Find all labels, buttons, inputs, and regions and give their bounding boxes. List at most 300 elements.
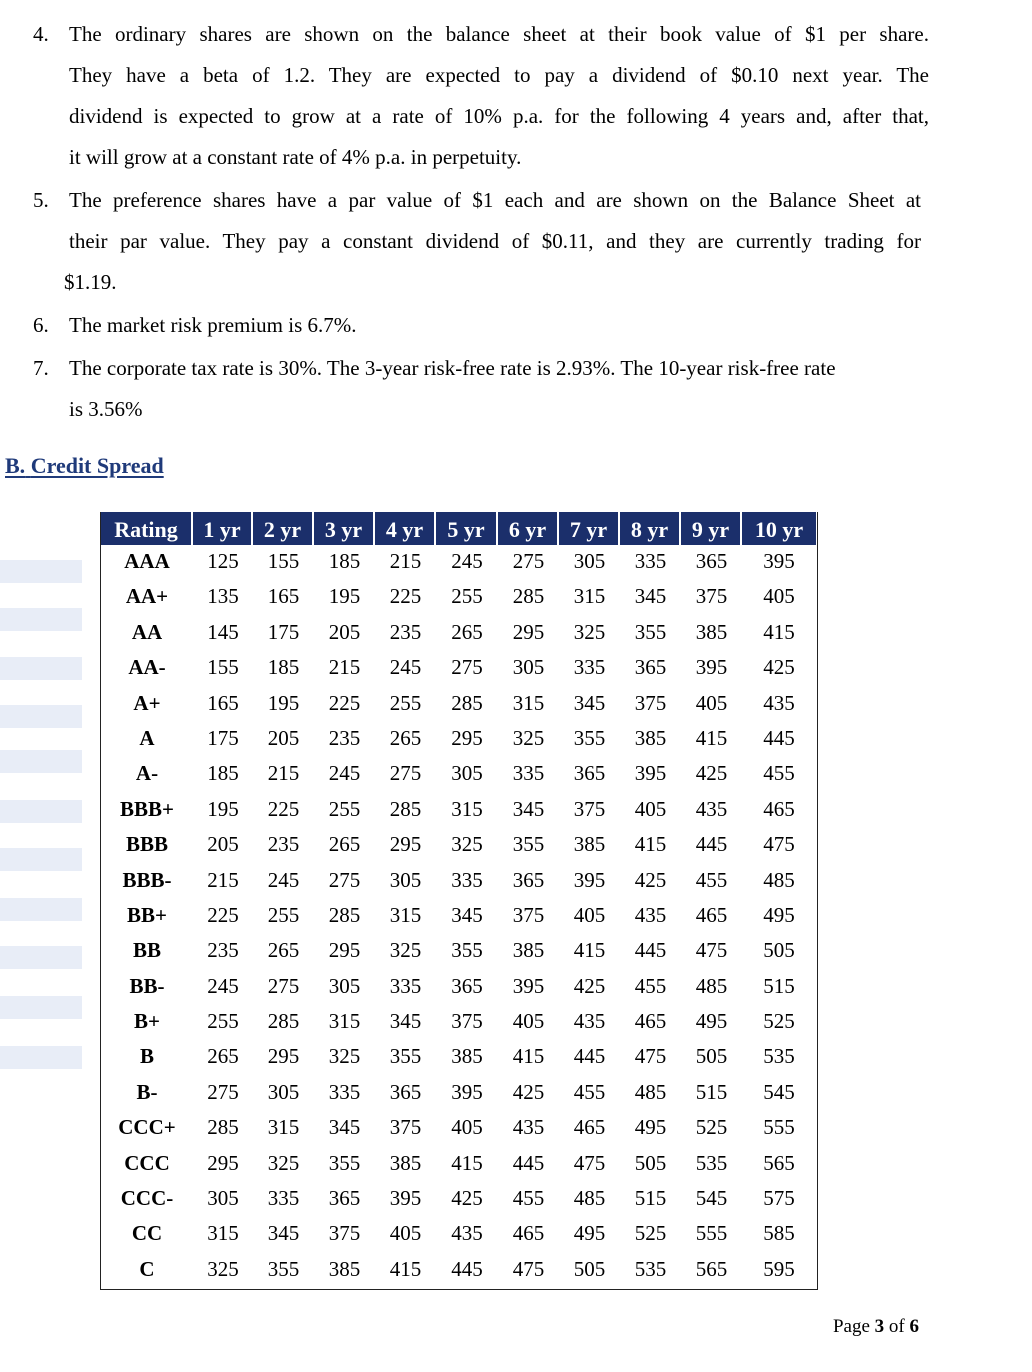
- spread-cell: 485: [573, 1186, 606, 1211]
- shade-bar: [0, 1046, 82, 1069]
- spread-cell: 385: [451, 1044, 483, 1069]
- spread-cell: 525: [634, 1221, 667, 1246]
- spread-cell: 195: [267, 690, 300, 715]
- shade-bar: [0, 800, 82, 823]
- list-item-4: [0, 14, 1032, 178]
- header-cell: 8 yr: [620, 512, 681, 545]
- spread-cell: 415: [695, 725, 728, 750]
- header-cell: 9 yr: [681, 512, 742, 545]
- spread-cell: 395: [695, 655, 728, 680]
- rating-cell: AA: [131, 619, 163, 644]
- spread-cell: 395: [573, 867, 606, 892]
- table-row: [101, 757, 816, 792]
- header-cell: 5 yr: [436, 512, 498, 545]
- spread-cell: 425: [695, 761, 728, 786]
- text-line: The preference shares have a par value of $1 each and are shown on the Balance Sheet at: [69, 188, 921, 212]
- text-line: The corporate tax rate is 30%. The 3-year risk-free rate is 2.93%. The 10-year risk-free rate: [69, 356, 836, 380]
- rating-cell: A+: [133, 690, 161, 715]
- spread-cell: 505: [634, 1150, 667, 1175]
- table-row: [101, 651, 816, 686]
- spread-cell: 185: [207, 761, 239, 786]
- spread-cell: 225: [328, 690, 361, 715]
- spread-cell: 235: [389, 619, 422, 644]
- spread-cell: 365: [328, 1186, 361, 1211]
- spread-cell: 255: [389, 690, 422, 715]
- spread-cell: 375: [389, 1115, 422, 1140]
- spread-cell: 345: [328, 1115, 361, 1140]
- spread-cell: 375: [451, 1009, 483, 1034]
- spread-cell: 515: [763, 973, 795, 998]
- spread-cell: 285: [207, 1115, 239, 1140]
- spread-cell: 185: [267, 655, 300, 680]
- spread-cell: 205: [267, 725, 300, 750]
- spread-cell: 335: [573, 655, 606, 680]
- spread-cell: 425: [634, 867, 667, 892]
- rating-cell: A: [139, 725, 155, 750]
- spread-cell: 335: [267, 1186, 300, 1211]
- list-item-7: [0, 348, 1032, 430]
- spread-cell: 215: [328, 655, 361, 680]
- list-text: [64, 180, 929, 303]
- spread-cell: 285: [451, 690, 483, 715]
- spread-cell: 455: [512, 1186, 545, 1211]
- spread-cell: 225: [207, 902, 239, 927]
- spread-cell: 525: [695, 1115, 728, 1140]
- list-text: [69, 348, 929, 430]
- spread-cell: 155: [267, 549, 300, 573]
- page-footer: [833, 1316, 919, 1338]
- spread-cell: 435: [763, 690, 795, 715]
- spread-cell: 235: [267, 832, 300, 857]
- spread-cell: 565: [763, 1150, 795, 1175]
- spread-cell: 495: [573, 1221, 606, 1246]
- section-title: Credit Spread: [30, 453, 164, 478]
- header-cell: Rating: [101, 512, 193, 545]
- spread-cell: 535: [763, 1044, 795, 1069]
- rating-cell: B+: [134, 1009, 160, 1034]
- spread-cell: 225: [389, 584, 422, 609]
- shade-bar: [0, 750, 82, 773]
- spread-cell: 575: [763, 1186, 795, 1211]
- spread-cell: 385: [512, 938, 545, 963]
- spread-cell: 295: [389, 832, 422, 857]
- spread-cell: 465: [695, 902, 728, 927]
- spread-cell: 515: [695, 1079, 728, 1104]
- table-row: [101, 828, 816, 863]
- spread-cell: 385: [695, 619, 728, 644]
- spread-cell: 255: [207, 1009, 239, 1034]
- spread-cell: 325: [451, 832, 483, 857]
- spread-cell: 335: [512, 761, 545, 786]
- spread-cell: 365: [634, 655, 667, 680]
- spread-cell: 325: [573, 619, 606, 644]
- table-row: [101, 1040, 816, 1075]
- rating-cell: CCC+: [118, 1115, 176, 1140]
- table-body: [101, 545, 816, 1288]
- spread-cell: 205: [328, 619, 361, 644]
- spread-cell: 135: [207, 584, 239, 609]
- spread-cell: 225: [267, 796, 300, 821]
- rating-cell: CC: [131, 1221, 163, 1246]
- rating-cell: BBB-: [122, 867, 172, 892]
- spread-cell: 275: [512, 549, 545, 573]
- spread-cell: 395: [634, 761, 667, 786]
- list-item-5: [0, 180, 1032, 303]
- spread-cell: 275: [451, 655, 483, 680]
- table-row: [101, 1111, 816, 1146]
- spread-cell: 245: [267, 867, 300, 892]
- table-row: [101, 1076, 816, 1111]
- spread-cell: 205: [207, 832, 239, 857]
- spread-cell: 295: [267, 1044, 300, 1069]
- header-cell: 2 yr: [253, 512, 314, 545]
- list-number: 7.: [33, 356, 49, 380]
- spread-cell: 375: [634, 690, 667, 715]
- spread-cell: 335: [328, 1079, 361, 1104]
- spread-cell: 145: [207, 619, 239, 644]
- spread-cell: 295: [207, 1150, 239, 1175]
- spread-cell: 285: [328, 902, 361, 927]
- spread-cell: 385: [389, 1150, 422, 1175]
- spread-cell: 345: [451, 902, 483, 927]
- spread-cell: 275: [389, 761, 422, 786]
- table-row: [101, 899, 816, 934]
- shade-bar: [0, 996, 82, 1019]
- table-row: [101, 687, 816, 722]
- spread-cell: 505: [695, 1044, 728, 1069]
- spread-cell: 365: [451, 973, 483, 998]
- spread-cell: 565: [695, 1256, 728, 1281]
- rating-cell: AA-: [128, 655, 166, 680]
- table-row: [101, 1005, 816, 1040]
- spread-cell: 495: [634, 1115, 667, 1140]
- spread-cell: 465: [512, 1221, 545, 1246]
- spread-cell: 375: [573, 796, 606, 821]
- spread-cell: 415: [512, 1044, 545, 1069]
- spread-cell: 395: [512, 973, 545, 998]
- spread-cell: 385: [573, 832, 606, 857]
- spread-cell: 555: [695, 1221, 728, 1246]
- spread-cell: 215: [267, 761, 300, 786]
- spread-cell: 295: [328, 938, 361, 963]
- page-label: Page: [832, 1316, 870, 1337]
- spread-cell: 275: [207, 1079, 239, 1104]
- spread-cell: 285: [389, 796, 422, 821]
- spread-cell: 385: [634, 725, 667, 750]
- rating-cell: B: [139, 1044, 154, 1069]
- spread-cell: 445: [451, 1256, 483, 1281]
- spread-cell: 455: [763, 761, 795, 786]
- table-row: [101, 970, 816, 1005]
- list-item-6: [0, 305, 1032, 346]
- spread-cell: 315: [207, 1221, 239, 1246]
- shade-bar: [0, 608, 82, 631]
- spread-cell: 425: [451, 1186, 483, 1211]
- spread-cell: 175: [267, 619, 300, 644]
- spread-cell: 365: [389, 1079, 422, 1104]
- header-cell: 3 yr: [314, 512, 375, 545]
- spread-cell: 345: [512, 796, 545, 821]
- header-cell: 6 yr: [498, 512, 559, 545]
- spread-cell: 335: [451, 867, 483, 892]
- spread-cell: 315: [389, 902, 422, 927]
- table-row: [101, 616, 816, 651]
- spread-cell: 235: [207, 938, 239, 963]
- table-row: [101, 793, 816, 828]
- spread-cell: 215: [389, 549, 422, 573]
- spread-cell: 405: [512, 1009, 545, 1034]
- section-letter: B.: [5, 453, 26, 478]
- spread-cell: 405: [763, 584, 795, 609]
- spread-cell: 315: [573, 584, 606, 609]
- spread-cell: 485: [634, 1079, 667, 1104]
- spread-cell: 235: [328, 725, 361, 750]
- list-text: [69, 305, 929, 346]
- spread-cell: 375: [512, 902, 545, 927]
- spread-cell: 355: [512, 832, 545, 857]
- spread-cell: 525: [763, 1009, 795, 1034]
- rating-cell: C: [139, 1256, 155, 1281]
- spread-cell: 485: [763, 867, 795, 892]
- spread-cell: 335: [634, 549, 667, 573]
- spread-cell: 455: [695, 867, 728, 892]
- rating-cell: AA+: [125, 584, 169, 609]
- spread-cell: 165: [267, 584, 300, 609]
- list-number: 4.: [33, 22, 49, 46]
- rating-cell: A-: [135, 761, 159, 786]
- spread-cell: 295: [512, 619, 545, 644]
- spread-cell: 125: [207, 549, 239, 573]
- spread-cell: 415: [389, 1256, 422, 1281]
- spread-cell: 545: [763, 1079, 795, 1104]
- spread-cell: 495: [763, 902, 795, 927]
- table-row: [101, 1253, 816, 1288]
- spread-cell: 345: [267, 1221, 300, 1246]
- spread-cell: 445: [573, 1044, 606, 1069]
- spread-cell: 455: [573, 1079, 606, 1104]
- spread-cell: 415: [573, 938, 606, 963]
- spread-cell: 305: [512, 655, 545, 680]
- spread-cell: 195: [328, 584, 361, 609]
- spread-cell: 245: [207, 973, 239, 998]
- rating-cell: BB+: [127, 902, 167, 927]
- text-line: is 3.56%: [69, 397, 143, 421]
- spread-cell: 315: [328, 1009, 361, 1034]
- spread-cell: 415: [763, 619, 795, 644]
- spread-cell: 315: [451, 796, 483, 821]
- spread-cell: 365: [573, 761, 606, 786]
- table-row: [101, 1147, 816, 1182]
- spread-cell: 345: [389, 1009, 422, 1034]
- rating-cell: CCC: [124, 1150, 170, 1175]
- spread-cell: 485: [695, 973, 728, 998]
- spread-cell: 425: [763, 655, 795, 680]
- spread-cell: 445: [763, 725, 795, 750]
- rating-cell: BB-: [129, 973, 165, 998]
- spread-cell: 315: [512, 690, 545, 715]
- spread-cell: 265: [328, 832, 361, 857]
- spread-cell: 255: [267, 902, 300, 927]
- spread-cell: 315: [267, 1115, 300, 1140]
- header-cell: 7 yr: [559, 512, 620, 545]
- text-line: The ordinary shares are shown on the balance sheet at their book value of $1 per share.: [69, 22, 929, 46]
- table-row: [101, 722, 816, 757]
- header-cell: 4 yr: [375, 512, 436, 545]
- spread-cell: 375: [695, 584, 728, 609]
- table-row: [101, 580, 816, 615]
- spread-cell: 395: [763, 549, 795, 573]
- spread-cell: 425: [512, 1079, 545, 1104]
- section-heading: [5, 453, 164, 479]
- spread-cell: 355: [451, 938, 483, 963]
- spread-cell: 495: [695, 1009, 728, 1034]
- spread-cell: 345: [573, 690, 606, 715]
- spread-cell: 325: [328, 1044, 361, 1069]
- spread-cell: 505: [763, 938, 795, 963]
- text-line: The market risk premium is 6.7%.: [69, 313, 357, 337]
- spread-cell: 475: [573, 1150, 606, 1175]
- shade-bar: [0, 560, 82, 583]
- spread-cell: 355: [573, 725, 606, 750]
- shade-bar: [0, 946, 82, 969]
- header-cell: 1 yr: [193, 512, 253, 545]
- table-row: [101, 934, 816, 969]
- spread-cell: 265: [451, 619, 483, 644]
- spread-cell: 475: [512, 1256, 545, 1281]
- spread-cell: 435: [512, 1115, 545, 1140]
- rating-cell: AAA: [124, 549, 170, 573]
- spread-cell: 395: [451, 1079, 483, 1104]
- spread-cell: 265: [267, 938, 300, 963]
- spread-cell: 445: [695, 832, 728, 857]
- rating-cell: BB: [132, 938, 161, 963]
- table-header-row: [101, 512, 816, 545]
- spread-cell: 405: [389, 1221, 422, 1246]
- spread-cell: 545: [695, 1186, 728, 1211]
- spread-cell: 355: [267, 1256, 300, 1281]
- spread-cell: 435: [634, 902, 667, 927]
- spread-cell: 475: [695, 938, 728, 963]
- spread-cell: 365: [512, 867, 545, 892]
- spread-cell: 355: [328, 1150, 361, 1175]
- spread-cell: 475: [634, 1044, 667, 1069]
- spread-cell: 265: [207, 1044, 239, 1069]
- spread-cell: 435: [695, 796, 728, 821]
- spread-cell: 175: [207, 725, 239, 750]
- text-line: their par value. They pay a constant dividend of $0.11, and they are currently trading for: [69, 229, 921, 253]
- text-line: $1.19.: [64, 270, 117, 294]
- spread-cell: 305: [267, 1079, 300, 1104]
- spread-cell: 245: [328, 761, 361, 786]
- spread-cell: 365: [695, 549, 728, 573]
- spread-cell: 155: [207, 655, 239, 680]
- list-text: [69, 14, 929, 178]
- spread-cell: 245: [451, 549, 483, 573]
- spread-cell: 295: [451, 725, 483, 750]
- spread-cell: 325: [512, 725, 545, 750]
- spread-cell: 195: [207, 796, 239, 821]
- spread-cell: 355: [389, 1044, 422, 1069]
- spread-cell: 405: [573, 902, 606, 927]
- spread-cell: 305: [389, 867, 422, 892]
- spread-cell: 285: [267, 1009, 300, 1034]
- spread-cell: 165: [207, 690, 239, 715]
- spread-cell: 325: [389, 938, 422, 963]
- spread-cell: 415: [634, 832, 667, 857]
- rating-cell: B-: [136, 1079, 158, 1104]
- spread-cell: 375: [328, 1221, 361, 1246]
- spread-cell: 595: [763, 1256, 795, 1281]
- spread-cell: 285: [512, 584, 545, 609]
- spread-cell: 505: [573, 1256, 606, 1281]
- text-line: They have a beta of 1.2. They are expected to pay a dividend of $0.10 next year. The: [69, 63, 929, 87]
- spread-cell: 585: [763, 1221, 795, 1246]
- list-number: 6.: [33, 313, 49, 337]
- rating-cell: CCC-: [120, 1186, 174, 1211]
- spread-cell: 325: [267, 1150, 300, 1175]
- shade-bar: [0, 848, 82, 871]
- spread-cell: 455: [634, 973, 667, 998]
- shade-bar: [0, 657, 82, 680]
- page-total: 6: [909, 1316, 919, 1337]
- spread-cell: 535: [634, 1256, 667, 1281]
- spread-cell: 415: [451, 1150, 483, 1175]
- spread-cell: 465: [573, 1115, 606, 1140]
- spread-cell: 305: [207, 1186, 239, 1211]
- spread-cell: 255: [451, 584, 483, 609]
- spread-cell: 555: [763, 1115, 795, 1140]
- page-of: of: [888, 1316, 905, 1337]
- spread-cell: 435: [451, 1221, 483, 1246]
- spread-cell: 275: [328, 867, 361, 892]
- spread-cell: 305: [573, 549, 606, 573]
- spread-cell: 405: [451, 1115, 483, 1140]
- spread-cell: 345: [634, 584, 667, 609]
- spread-cell: 265: [389, 725, 422, 750]
- page-current: 3: [874, 1316, 885, 1337]
- spread-cell: 445: [512, 1150, 545, 1175]
- list-number: 5.: [33, 188, 49, 212]
- spread-cell: 465: [763, 796, 795, 821]
- spread-cell: 475: [763, 832, 795, 857]
- rating-cell: BBB+: [120, 796, 174, 821]
- table-row: [101, 864, 816, 899]
- header-cell: 10 yr: [754, 517, 804, 542]
- spread-cell: 325: [207, 1256, 239, 1281]
- spread-cell: 255: [328, 796, 361, 821]
- spread-cell: 435: [573, 1009, 606, 1034]
- spread-cell: 535: [695, 1150, 728, 1175]
- spread-cell: 515: [634, 1186, 667, 1211]
- spread-cell: 335: [389, 973, 422, 998]
- shade-bar: [0, 705, 82, 728]
- rating-cell: BBB: [125, 832, 169, 857]
- spread-cell: 215: [207, 867, 239, 892]
- shade-bar: [0, 898, 82, 921]
- table-row: [101, 1217, 816, 1252]
- spread-cell: 405: [695, 690, 728, 715]
- spread-cell: 185: [328, 549, 361, 573]
- text-line: it will grow at a constant rate of 4% p.a. in perpetuity.: [69, 145, 522, 169]
- spread-cell: 385: [328, 1256, 361, 1281]
- numbered-list: [0, 14, 1032, 432]
- spread-cell: 305: [328, 973, 361, 998]
- spread-cell: 305: [451, 761, 483, 786]
- spread-cell: 395: [389, 1186, 422, 1211]
- table-row: [101, 545, 816, 580]
- spread-cell: 355: [634, 619, 667, 644]
- spread-cell: 445: [634, 938, 667, 963]
